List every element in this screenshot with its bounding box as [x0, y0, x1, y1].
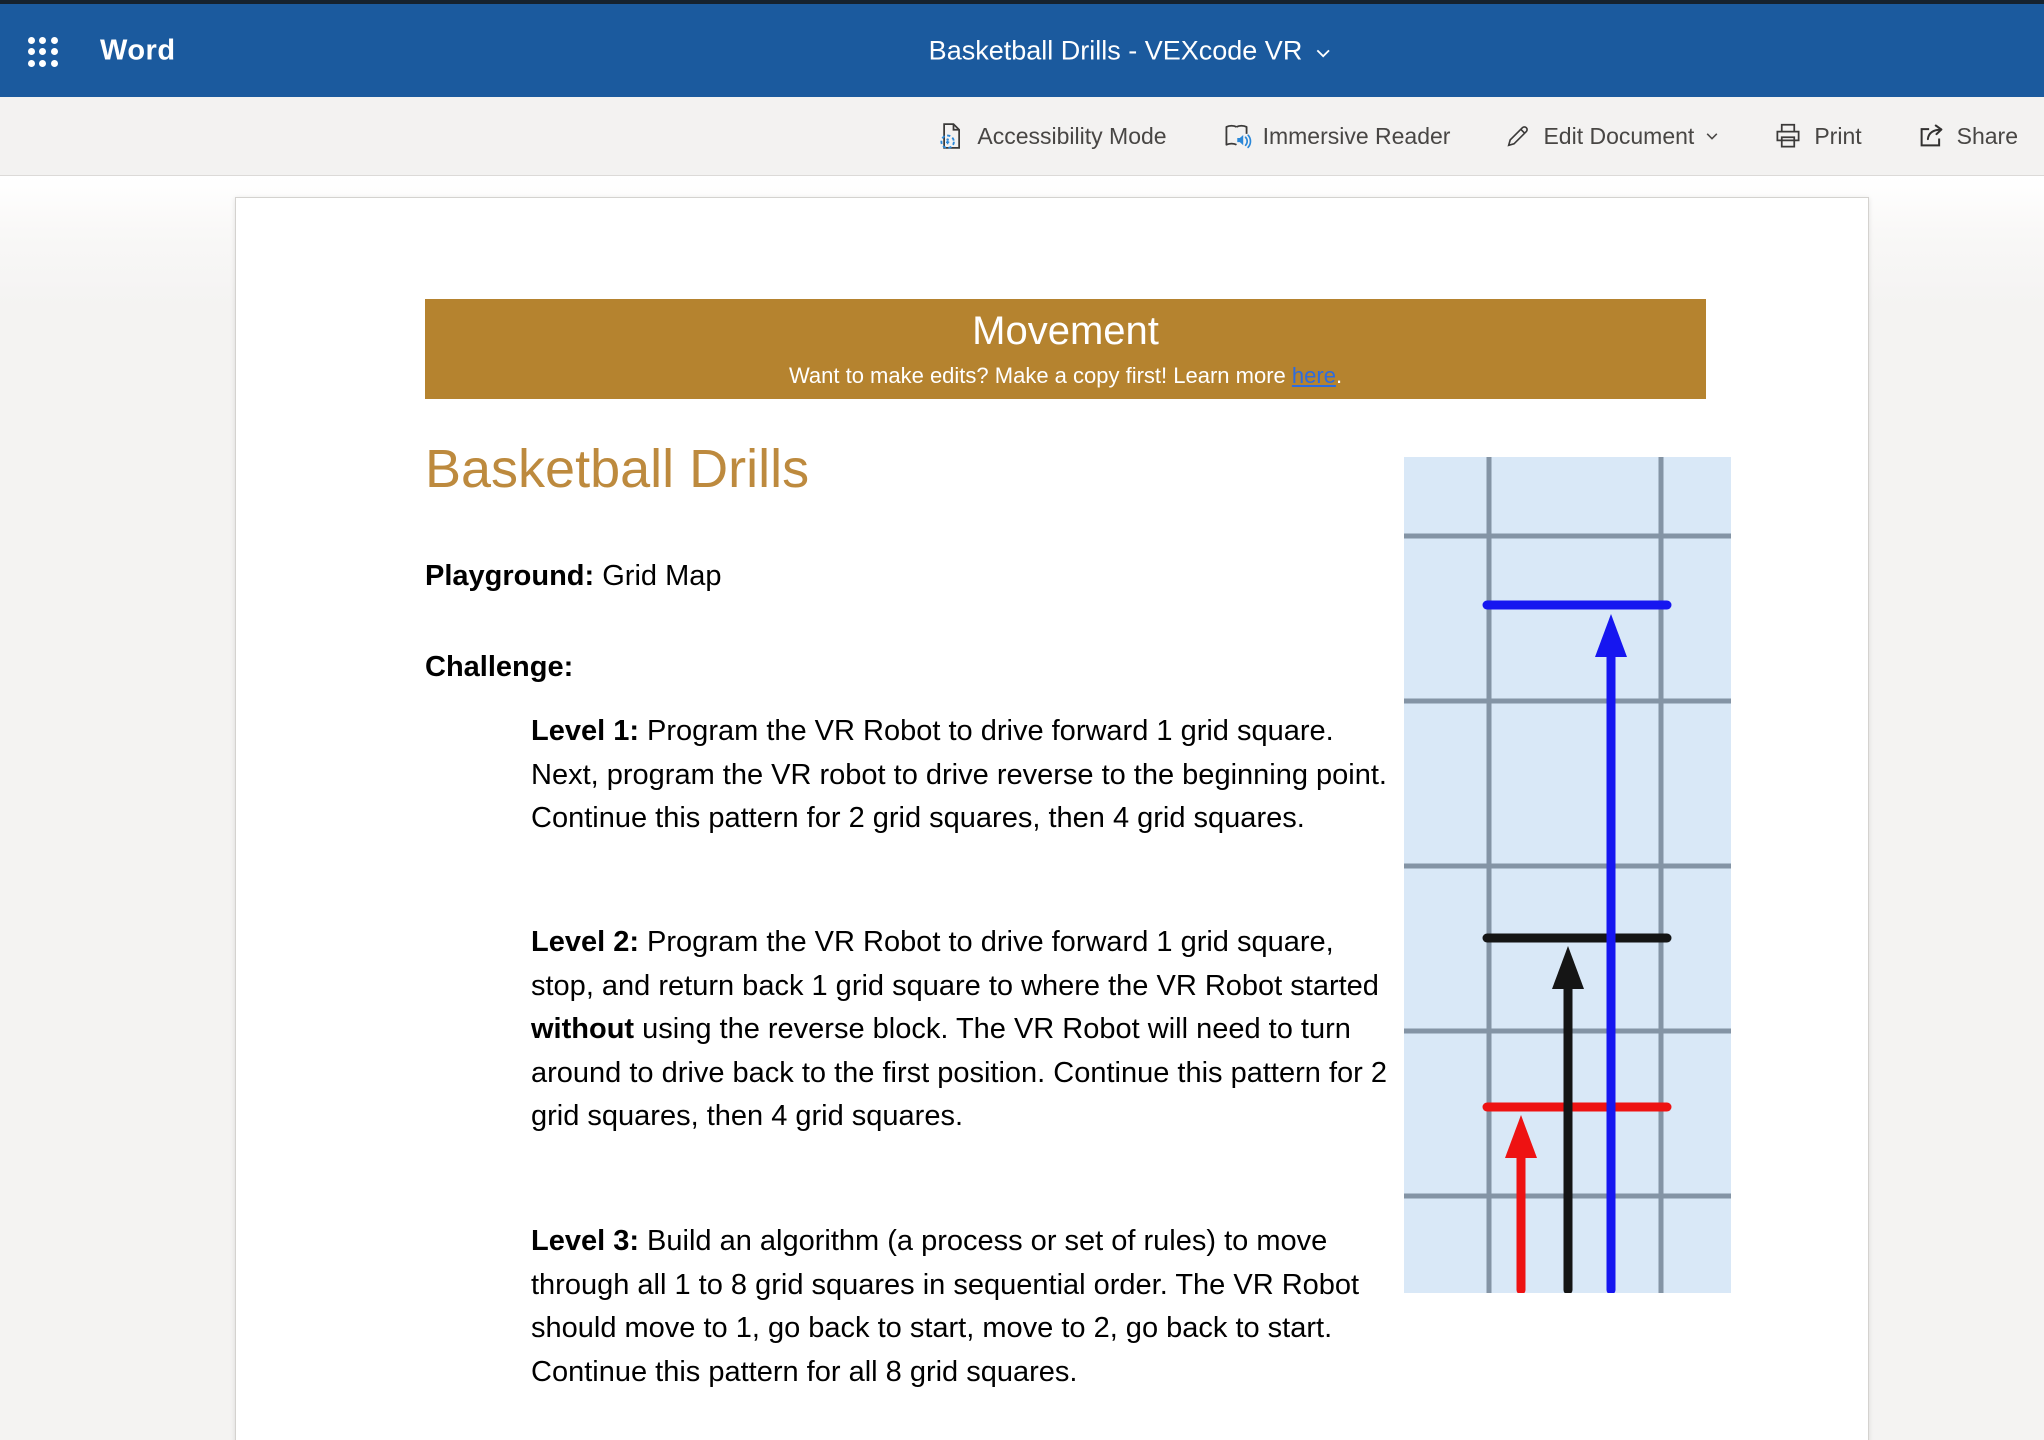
- accessibility-mode-button[interactable]: [936, 121, 1166, 151]
- command-bar: [0, 97, 2044, 176]
- playground-label: Playground:: [425, 560, 595, 592]
- level-2-text-after: using the reverse block. The VR Robot will need to turn around to drive back to the first position. Continue this pattern for 2 grid squares, then 4 grid squares.: [531, 1013, 1387, 1132]
- accessibility-mode-icon: [936, 121, 966, 151]
- level-3-paragraph: [531, 1220, 1399, 1394]
- level-2-bold-word: without: [531, 1013, 635, 1045]
- level-3-text: Build an algorithm (a process or set of rules) to move through all 1 to 8 grid squares in sequential order. The VR Robot should move to 1, go back to start, move to 2, go back to start. Continue this pattern for all 8 grid squares.: [531, 1225, 1360, 1388]
- print-button[interactable]: [1773, 121, 1861, 151]
- edit-document-label: Edit Document: [1543, 122, 1695, 149]
- share-icon: [1916, 121, 1946, 151]
- edit-document-button[interactable]: [1504, 122, 1719, 150]
- level-3-label: Level 3:: [531, 1225, 639, 1257]
- pencil-icon: [1504, 122, 1532, 150]
- banner-subtitle-period: .: [1335, 363, 1343, 388]
- immersive-reader-button[interactable]: [1221, 121, 1451, 152]
- grid-map-figure: [1404, 457, 1731, 1293]
- document-page: [235, 197, 1869, 1440]
- print-label: Print: [1814, 122, 1862, 149]
- level-1-text: Program the VR Robot to drive forward 1 grid square. Next, program the VR robot to drive reverse to the beginning point. Continue this pattern for 2 grid squares, then 4 grid squares.: [531, 715, 1387, 834]
- chevron-down-icon: [1705, 129, 1719, 143]
- app-launcher-icon[interactable]: [26, 35, 60, 69]
- document-canvas: [0, 177, 2044, 1440]
- banner-subtitle-text: Want to make edits? Make a copy first! Learn more: [788, 363, 1292, 388]
- playground-value: Grid Map: [594, 560, 722, 592]
- level-1-label: Level 1:: [531, 715, 639, 747]
- challenge-label: Challenge:: [425, 651, 574, 683]
- share-button[interactable]: [1916, 121, 2018, 151]
- chevron-down-icon: [1314, 45, 1331, 62]
- here-link[interactable]: here: [1291, 363, 1336, 388]
- level-2-text-before: Program the VR Robot to drive forward 1 grid square, stop, and return back 1 grid square to where the VR Robot started: [531, 926, 1379, 1002]
- movement-banner: [425, 299, 1706, 399]
- level-1-paragraph: [531, 710, 1399, 841]
- document-title-text: Basketball Drills - VEXcode VR: [928, 35, 1303, 65]
- printer-icon: [1773, 121, 1803, 151]
- accessibility-mode-label: Accessibility Mode: [977, 122, 1167, 149]
- playground-line: [425, 554, 722, 598]
- app-name[interactable]: Word: [100, 34, 176, 66]
- share-label: Share: [1956, 122, 2018, 149]
- level-2-paragraph: [531, 921, 1399, 1139]
- app-header: [0, 4, 2044, 97]
- document-title[interactable]: [929, 35, 1332, 66]
- level-2-label: Level 2:: [531, 926, 639, 958]
- banner-title: Movement: [972, 309, 1159, 353]
- immersive-reader-label: Immersive Reader: [1262, 122, 1451, 149]
- page-title: Basketball Drills: [425, 439, 810, 499]
- immersive-reader-icon: [1221, 121, 1252, 152]
- banner-subtitle: [425, 363, 1706, 389]
